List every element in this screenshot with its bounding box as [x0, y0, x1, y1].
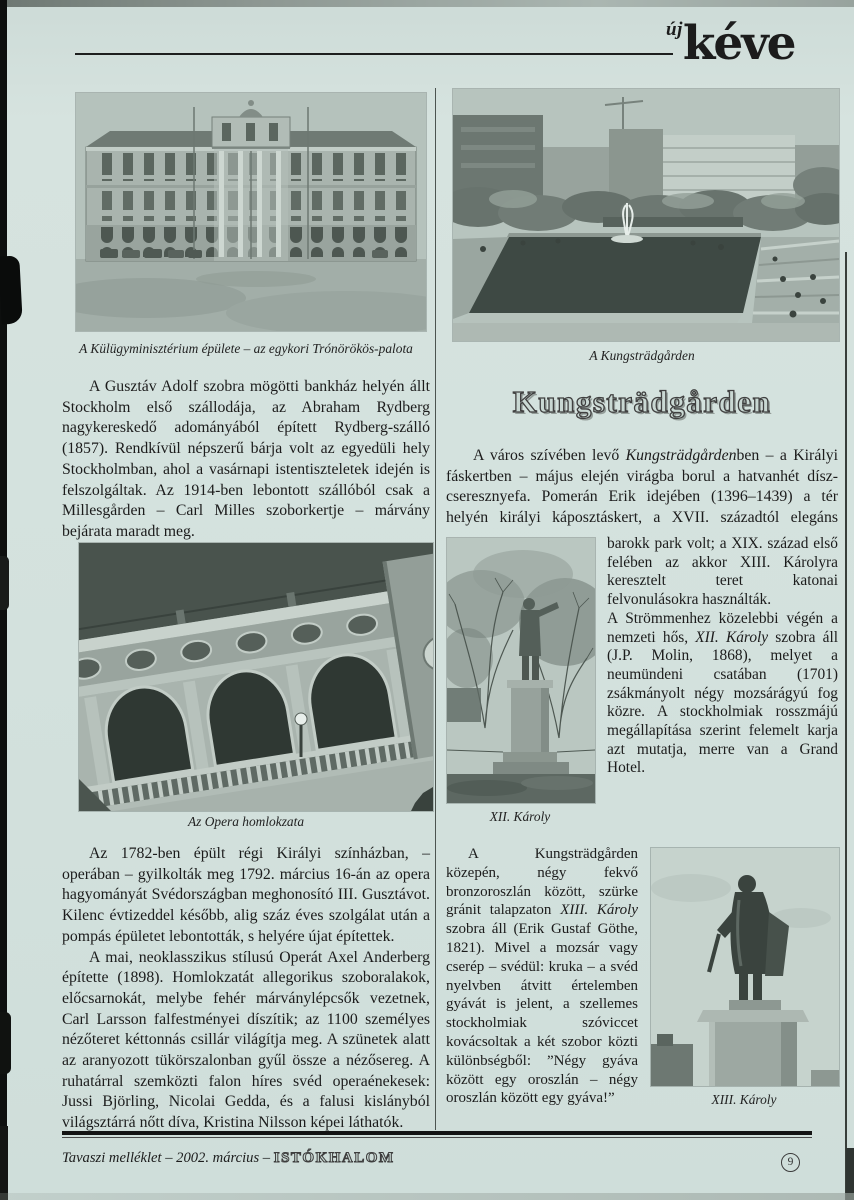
foreign-ministry-photo-image	[75, 92, 427, 332]
footer-issue-text: Tavaszi melléklet – 2002. március –	[62, 1150, 274, 1166]
kungstradgarden-photo-image	[452, 88, 840, 342]
scan-right-edge	[845, 252, 847, 1200]
caption-charles-xiii: XIII. Károly	[711, 1092, 777, 1107]
opera-facade-photo-image	[78, 542, 434, 812]
park-intro-text: A város szívében levő	[473, 447, 626, 464]
header-rule	[75, 53, 673, 55]
charles-xii-section	[446, 535, 838, 827]
photo-foreign-ministry-building	[75, 92, 427, 332]
scan-left-blob	[0, 1012, 11, 1074]
charles-xiii-section	[446, 845, 838, 1110]
charles-xiii-photo-image	[650, 847, 840, 1087]
photo-kungstradgarden-park	[452, 88, 840, 342]
caption-foreign-ministry: A Külügyminisztérium épülete – az egykori Trónörökös-palota	[79, 341, 413, 356]
photo-opera-facade	[78, 542, 434, 812]
footer-issue-line	[62, 1149, 395, 1167]
section-heading-kungstradgarden: Kungsträdgården	[512, 384, 772, 419]
charles-xiii-italic: XIII. Károly	[560, 902, 638, 919]
charles-xii-text: A Strömmenhez közelebbi végén a nemzeti hős,	[607, 609, 838, 646]
scan-left-blob	[0, 1126, 8, 1200]
logo-name: kéve	[682, 16, 795, 71]
caption-kungstradgarden: A Kungsträdgården	[589, 348, 695, 363]
page-footer	[62, 1131, 812, 1172]
park-intro-italic: Kungsträdgården	[625, 447, 737, 464]
scan-bottom-edge	[0, 1193, 854, 1200]
charles-xii-italic: XII. Károly	[695, 628, 769, 646]
charles-xii-text-cont: szobra áll (J.P. Molin, 1868), melyet a neumündeni csatában (1701) zsákmányolt négy mozsárágyú fog közre. A stockholmiak rosszmájú megállapítása szerint felemelt karja azt mutatja, merre van a Grand Hotel.	[607, 628, 839, 777]
paragraph-rydberg-hotel: A Gusztáv Adolf szobra mögötti bankház helyén állt Stockholm első szállodája, az Abraham Rydberg nagykereskedő adományából épített Rydberg-szálló (1857). Rendkívül népszerű bárja volt az egyedüli hely Stockholmban, ahol a vasárnapi istentiszteletek idején is felszolgáltak. Az 1914-ben lebontott szállóból csak a Millesgården – Carl Milles szoborkertje – márvány bejárata maradt meg.	[62, 378, 430, 540]
footer-magazine-name: ISTÓKHALOM	[273, 1150, 395, 1166]
scan-left-blob	[0, 556, 9, 610]
charles-xiii-text: A Kungsträdgården közepén, négy fekvő bronzoroszlán között, szürke gránit talapzaton	[446, 846, 638, 919]
footer-rule-thick	[62, 1131, 812, 1135]
page-number-badge: 9	[781, 1153, 800, 1172]
charles-xiii-text-cont: szobra áll (Erik Gustaf Göthe, 1821). Mivel a mozsár vagy cserép – svédül: kruka – a svéd nyelvben átvitt értelemben gyávát is jelent, a szellemes stockholmiak szóviccet kovácsoltak a két szobor közti különbségből: ”Négy gyáva között egy oroszlán – négy oroszlán között egy gyáva!”	[446, 921, 638, 1107]
paragraph-opera-history: Az 1782-ben épült régi Királyi színházban, – operában – gyilkolták meg 1792. március 16-án az opera hagyományát Svédországban meghonosító III. Gusztávot. Kilenc évtizeddel később, alig száz éves szolgálat után a pompás épületet lebontották, s helyére újat építettek.	[62, 845, 430, 945]
footer-rule-thin	[62, 1137, 812, 1138]
magazine-logo	[666, 16, 795, 71]
scan-top-edge	[0, 0, 854, 7]
paragraph-opera-building: A mai, neoklasszikus stílusú Operát Axel Anderberg építette (1898). Homlokzatát allegorikus szoboralakok, előcsarnokát, melybe fehér márványlépcsők vezetnek, Carl Larsson falfestményei díszítik; az 1100 személyes nézőteret kéttonnás csillár világítja meg. A szünetek alatt az aranyozott tükörszalonban gyűl össze a nézősereg. A ruhatárral szemközti falon híres svéd operaénekesek: Jussi Björling, Nicolai Gedda, és a falusi kislányból világsztárrá nőtt díva, Kristina Nilsson képei láthatók.	[62, 948, 430, 1132]
opera-text-block	[62, 844, 430, 1134]
scan-left-blob	[0, 255, 23, 324]
caption-opera-facade: Az Opera homlokzata	[187, 814, 305, 829]
photo-charles-xiii-statue	[650, 847, 838, 1108]
logo-prefix: új	[666, 19, 683, 40]
paragraph-park-intro	[446, 446, 838, 529]
column-divider	[435, 88, 436, 1130]
caption-charles-xii: XII. Károly	[489, 809, 551, 824]
park-intro-text-cont: ben – a Királyi fáskertben – május elején virágba borul a hatvanhét dísz-cseresznyefa. Pomerán Erik idejében (1396–1439) a tér helyén királyi káposztáskert, a XVII. századtól elegáns	[446, 447, 839, 527]
charles-xii-photo-image	[446, 537, 596, 804]
photo-charles-xii-statue	[446, 537, 594, 825]
paragraph-park-history: barokk park volt; a XIX. század első felében az akkor XIII. Károlyra keresztelt teret katonai felvonulásokra használták.	[607, 535, 838, 609]
